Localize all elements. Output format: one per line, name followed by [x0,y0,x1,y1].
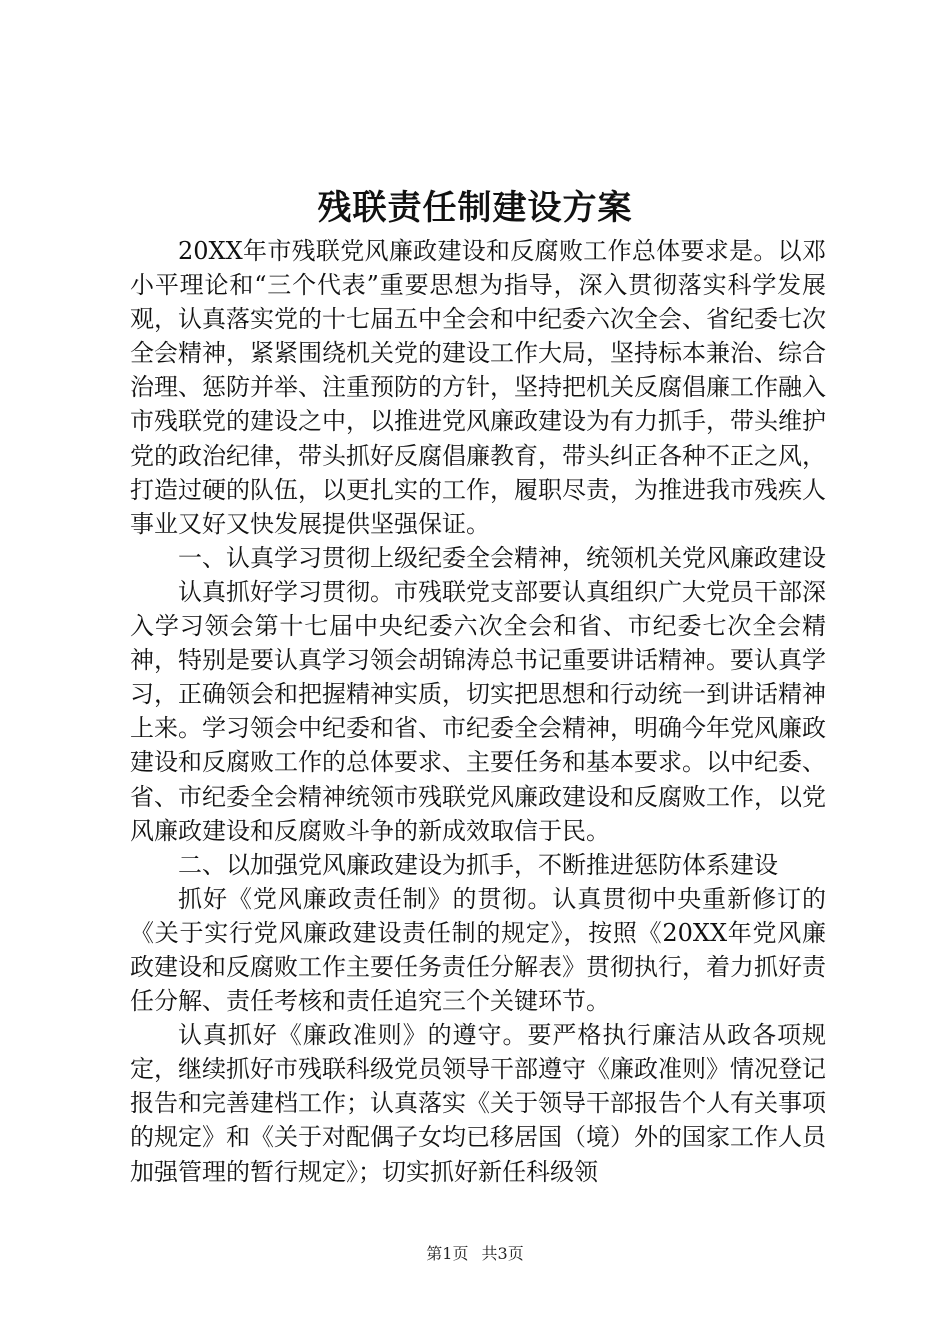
paragraph-integrity: 认真抓好《廉政准则》的遵守。要严格执行廉洁从政各项规定，继续抓好市残联科级党员领导干部遵守《廉政准则》情况登记报告和完善建档工作；认真落实《关于领导干部报告个人有关事项的规定》和《关于对配偶子女均已移居国（境）外的国家工作人员加强管理的暂行规定》；切实抓好新任科级领 [130,1021,826,1186]
section-heading-1: 一、认真学习贯彻上级纪委全会精神，统领机关党风廉政建设 [178,543,826,572]
section-heading-2: 二、以加强党风廉政建设为抓手，不断推进惩防体系建设 [178,850,778,879]
document-title: 残联责任制建设方案 [317,188,633,228]
paragraph-study: 认真抓好学习贯彻。市残联党支部要认真组织广大党员干部深入学习领会第十七届中央纪委六次全会和省、市纪委七次全会精神，特别是要认真学习领会胡锦涛总书记重要讲话精神。要认真学习，正确领会和把握精神实质，切实把思想和行动统一到讲话精神上来。学习领会中纪委和省、市纪委全会精神，明确今年党风廉政建设和反腐败工作的总体要求、主要任务和基本要求。以中纪委、省、市纪委全会精神统领市残联党风廉政建设和反腐败工作，以党风廉政建设和反腐败斗争的新成效取信于民。 [130,577,826,845]
paragraph-intro: 20XX年市残联党风廉政建设和反腐败工作总体要求是。以邓小平理论和“三个代表”重要思想为指导，深入贯彻落实科学发展观，认真落实党的十七届五中全会和中纪委六次全会、省纪委七次全会精神，紧紧围绕机关党的建设工作大局，坚持标本兼治、综合治理、惩防并举、注重预防的方针，坚持把机关反腐倡廉工作融入市残联党的建设之中，以推进党风廉政建设为有力抓手，带头维护党的政治纪律，带头抓好反腐倡廉教育，带头纠正各种不正之风，打造过硬的队伍，以更扎实的工作，履职尽责，为推进我市残疾人事业又好又快发展提供坚强保证。 [130,237,826,538]
paragraph-responsibility: 抓好《党风廉政责任制》的贯彻。认真贯彻中央重新修订的《关于实行党风廉政建设责任制的规定》，按照《20XX年党风廉政建设和反腐败工作主要任务责任分解表》贯彻执行，着力抓好责任分解、责任考核和责任追究三个关键环节。 [130,884,826,1016]
document-body [130,234,826,1189]
page-number-current: 第1页 [426,1244,469,1263]
page-footer [0,1243,950,1265]
page-number-total: 共3页 [481,1244,524,1263]
